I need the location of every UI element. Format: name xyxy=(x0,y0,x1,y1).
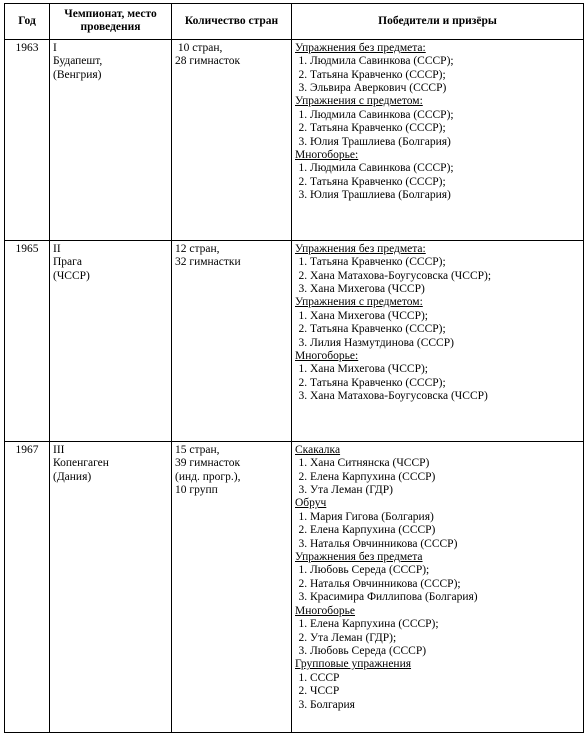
countries-line: 15 стран, xyxy=(175,443,220,456)
place-cell xyxy=(50,39,172,240)
list-item: 2. Елена Карпухина (СССР) xyxy=(310,471,580,484)
list-item: 3. Хана Матахова-Боугусовска (ЧССР) xyxy=(310,390,580,403)
winners-list xyxy=(295,564,580,604)
category-title: Скакалка xyxy=(295,443,341,456)
place-cell xyxy=(50,240,172,441)
category-title: Многоборье xyxy=(295,604,356,617)
list-item: 2. Татьяна Кравченко (СССР); xyxy=(310,176,580,189)
category-title: Упражнения без предмета: xyxy=(295,41,426,54)
list-item: 1. Хана Ситнянска (ЧССР) xyxy=(310,457,580,470)
place-line: I xyxy=(53,41,57,54)
winners-list xyxy=(295,457,580,497)
list-item: 1. Людмила Савинкова (СССР); xyxy=(310,162,580,175)
countries-line: 39 гимнасток xyxy=(175,457,241,470)
list-item: 2. ЧССР xyxy=(310,685,580,698)
list-item: 2. Елена Карпухина (СССР) xyxy=(310,524,580,537)
countries-cell xyxy=(172,240,292,441)
list-item: 3. Эльвира Аверкович (СССР) xyxy=(310,82,580,95)
list-item: 3. Лилия Назмутдинова (СССР) xyxy=(310,337,580,350)
header-countries: Количество стран xyxy=(172,4,292,40)
countries-cell xyxy=(172,39,292,240)
year-cell: 1963 xyxy=(5,39,50,240)
winners-cell xyxy=(292,441,584,732)
list-item: 2. Татьяна Кравченко (СССР); xyxy=(310,122,580,135)
category-title: Упражнения без предмета: xyxy=(295,242,426,255)
countries-line: 32 гимнастки xyxy=(175,256,241,269)
list-item: 1. Любовь Середа (СССР); xyxy=(310,564,580,577)
place-cell xyxy=(50,441,172,732)
place-line: Будапешт, xyxy=(53,55,103,68)
list-item: 1. Мария Гигова (Болгария) xyxy=(310,511,580,524)
place-line: (Дания) xyxy=(53,470,92,483)
category-title: Многоборье: xyxy=(295,350,359,363)
year-cell: 1967 xyxy=(5,441,50,732)
category-title: Многоборье: xyxy=(295,149,359,162)
countries-line: 12 стран, xyxy=(175,242,220,255)
winners-list xyxy=(295,162,580,202)
winners-list xyxy=(295,618,580,658)
list-item: 3. Ута Леман (ГДР) xyxy=(310,484,580,497)
countries-line: 10 стран, xyxy=(175,41,223,54)
table-row xyxy=(5,441,584,732)
list-item: 3. Любовь Середа (СССР) xyxy=(310,645,580,658)
list-item: 1. Хана Михегова (ЧССР); xyxy=(310,310,580,323)
list-item: 1. Людмила Савинкова (СССР); xyxy=(310,109,580,122)
championships-table xyxy=(4,3,584,733)
winners-list xyxy=(295,55,580,95)
category-title: Упражнения с предметом: xyxy=(295,95,423,108)
winners-list xyxy=(295,511,580,551)
list-item: 1. Татьяна Кравченко (СССР); xyxy=(310,256,580,269)
table-row xyxy=(5,39,584,240)
place-line: (Венгрия) xyxy=(53,68,102,81)
category-title: Групповые упражнения xyxy=(295,658,412,671)
list-item: 3. Юлия Трашлиева (Болгария) xyxy=(310,189,580,202)
category-title: Обруч xyxy=(295,497,327,510)
list-item: 3. Хана Михегова (ЧССР) xyxy=(310,283,580,296)
list-item: 3. Юлия Трашлиева (Болгария) xyxy=(310,136,580,149)
winners-cell xyxy=(292,39,584,240)
list-item: 2. Наталья Овчинникова (СССР); xyxy=(310,578,580,591)
place-line: (ЧССР) xyxy=(53,269,90,282)
place-line: Прага xyxy=(53,256,82,269)
winners-list xyxy=(295,256,580,296)
header-year: Год xyxy=(5,4,50,40)
list-item: 2. Ута Леман (ГДР); xyxy=(310,632,580,645)
list-item: 2. Татьяна Кравченко (СССР); xyxy=(310,377,580,390)
place-line: III xyxy=(53,443,65,456)
countries-cell xyxy=(172,441,292,732)
list-item: 3. Наталья Овчинникова (СССР) xyxy=(310,538,580,551)
header-place: Чемпионат, место проведения xyxy=(50,4,172,40)
table-row xyxy=(5,240,584,441)
winners-cell xyxy=(292,240,584,441)
category-title: Упражнения с предметом: xyxy=(295,296,423,309)
place-line: II xyxy=(53,242,61,255)
winners-list xyxy=(295,363,580,403)
year-cell: 1965 xyxy=(5,240,50,441)
list-item: 3. Красимира Филлипова (Болгария) xyxy=(310,591,580,604)
countries-line: (инд. прогр.), xyxy=(175,470,241,483)
winners-list xyxy=(295,109,580,149)
list-item: 1. СССР xyxy=(310,672,580,685)
countries-line: 10 групп xyxy=(175,484,218,497)
list-item: 2. Хана Матахова-Боугусовска (ЧССР); xyxy=(310,270,580,283)
list-item: 1. Людмила Савинкова (СССР); xyxy=(310,55,580,68)
countries-line: 28 гимнасток xyxy=(175,55,241,68)
list-item: 2. Татьяна Кравченко (СССР); xyxy=(310,69,580,82)
header-row xyxy=(5,4,584,40)
list-item: 1. Елена Карпухина (СССР); xyxy=(310,618,580,631)
list-item: 3. Болгария xyxy=(310,699,580,712)
category-title: Упражнения без предмета xyxy=(295,551,423,564)
list-item: 1. Хана Михегова (ЧССР); xyxy=(310,363,580,376)
header-winners: Победители и призёры xyxy=(292,4,584,40)
winners-list xyxy=(295,672,580,712)
list-item: 2. Татьяна Кравченко (СССР); xyxy=(310,323,580,336)
winners-list xyxy=(295,310,580,350)
place-line: Копенгаген xyxy=(53,457,109,470)
